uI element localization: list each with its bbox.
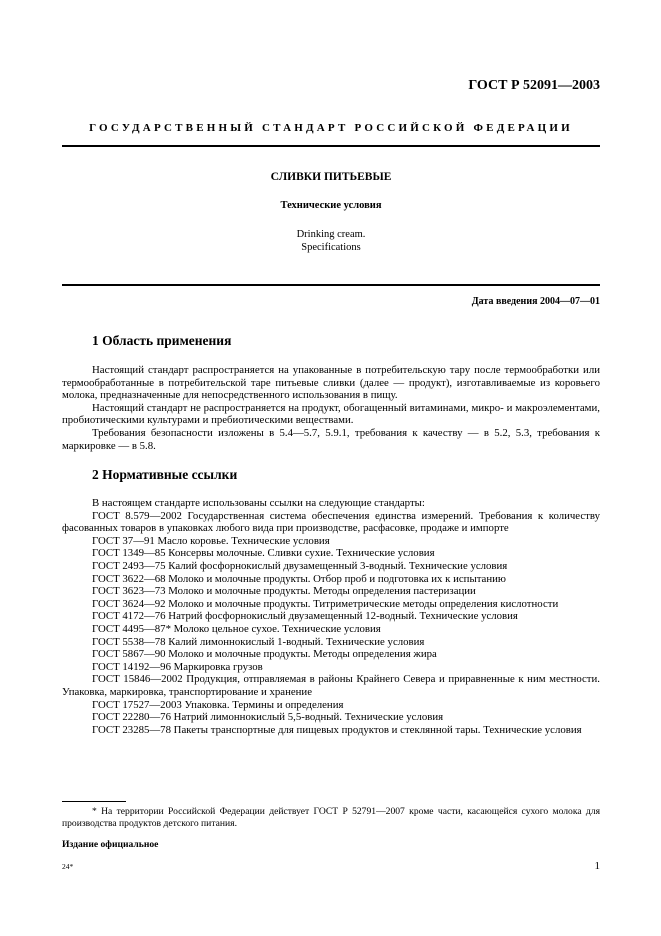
- reference-item: ГОСТ 8.579—2002 Государственная система обеспечения единства измерений. Требования к количеству фасованных товаров в упаковках любого вида при производстве, расфасовке, продаже и импорте: [62, 509, 600, 535]
- section-1-heading: 1 Область применения: [92, 333, 232, 348]
- reference-item: ГОСТ 3622—68 Молоко и молочные продукты. Отбор проб и подготовка их к испытанию: [92, 572, 506, 585]
- document-subtitle: Технические условия: [280, 200, 382, 211]
- paragraph: В настоящем стандарте использованы ссылки на следующие стандарты:: [92, 497, 425, 509]
- footnote: [62, 806, 600, 830]
- reference-item: ГОСТ 1349—85 Консервы молочные. Сливки сухие. Технические условия: [92, 547, 435, 560]
- english-title-line-1: Drinking cream.: [296, 229, 366, 240]
- paragraph: Настоящий стандарт распространяется на упакованные в потребительскую тару после термообработки или термообработанные в потребительской таре питьевые сливки (далее — продукт), изготавливаемые из коровьего молока, предназначенные для непосредственного использования в пищу.: [62, 364, 600, 402]
- official-edition-label: Издание официальное: [62, 839, 159, 850]
- reference-item: ГОСТ 23285—78 Пакеты транспортные для пищевых продуктов и стеклянной тары. Технические условия: [92, 723, 582, 736]
- english-title: [62, 228, 600, 254]
- reference-item: ГОСТ 2493—75 Калий фосфорнокислый двузамещенный 3-водный. Технические условия: [92, 559, 508, 572]
- reference-item: ГОСТ 3624—92 Молоко и молочные продукты. Титриметрические методы определения кислотности: [92, 597, 559, 610]
- reference-item: ГОСТ 15846—2002 Продукция, отправляемая в районы Крайнего Севера и приравненные к ним местности. Упаковка, маркировка, транспортирование и хранение: [62, 673, 600, 698]
- page-number: 1: [594, 860, 600, 872]
- paragraph: Настоящий стандарт не распространяется на продукт, обогащенный витаминами, микро- и макроэлементами, пробиотическими культурами и пребиотическими веществами.: [62, 401, 600, 427]
- document-designation: ГОСТ Р 52091—2003: [468, 78, 600, 93]
- document-title: СЛИВКИ ПИТЬЕВЫЕ: [270, 171, 392, 183]
- section-1-body: [62, 364, 600, 452]
- paragraph: Требования безопасности изложены в 5.4—5.7, 5.9.1, требования к качеству — в 5.2, 5.3, требования к маркировке — в 5.8.: [62, 426, 600, 452]
- reference-item: ГОСТ 37—91 Масло коровье. Технические условия: [92, 534, 330, 547]
- reference-item: ГОСТ 14192—96 Маркировка грузов: [92, 660, 263, 673]
- section-2-body: [62, 497, 600, 736]
- reference-item: ГОСТ 4495—87* Молоко цельное сухое. Технические условия: [92, 622, 381, 635]
- reference-item: ГОСТ 5538—78 Калий лимоннокислый 1-водный. Технические условия: [92, 635, 425, 648]
- english-title-line-2: Specifications: [301, 242, 361, 253]
- reference-item: ГОСТ 5867—90 Молоко и молочные продукты. Методы определения жира: [92, 648, 437, 661]
- reference-item: ГОСТ 3623—73 Молоко и молочные продукты. Методы определения пастеризации: [92, 585, 476, 598]
- footnote-text: * На территории Российской Федерации действует ГОСТ Р 52791—2007 кроме части, касающейся сухого молока для производства продуктов детского питания.: [62, 806, 600, 829]
- reference-item: ГОСТ 22280—76 Натрий лимоннокислый 5,5-водный. Технические условия: [92, 711, 444, 724]
- corner-mark: 24*: [62, 862, 74, 871]
- state-standard-header: ГОСУДАРСТВЕННЫЙ СТАНДАРТ РОССИЙСКОЙ ФЕДЕРАЦИИ: [89, 122, 573, 134]
- title-rule: [62, 284, 600, 286]
- footnote-separator: [62, 801, 126, 802]
- introduction-date: Дата введения 2004—07—01: [471, 296, 600, 307]
- section-2-heading: 2 Нормативные ссылки: [92, 467, 238, 482]
- reference-item: ГОСТ 17527—2003 Упаковка. Термины и определения: [92, 698, 344, 711]
- reference-item: ГОСТ 4172—76 Натрий фосфорнокислый двузамещенный 12-водный. Технические условия: [92, 610, 518, 623]
- top-rule: [62, 145, 600, 147]
